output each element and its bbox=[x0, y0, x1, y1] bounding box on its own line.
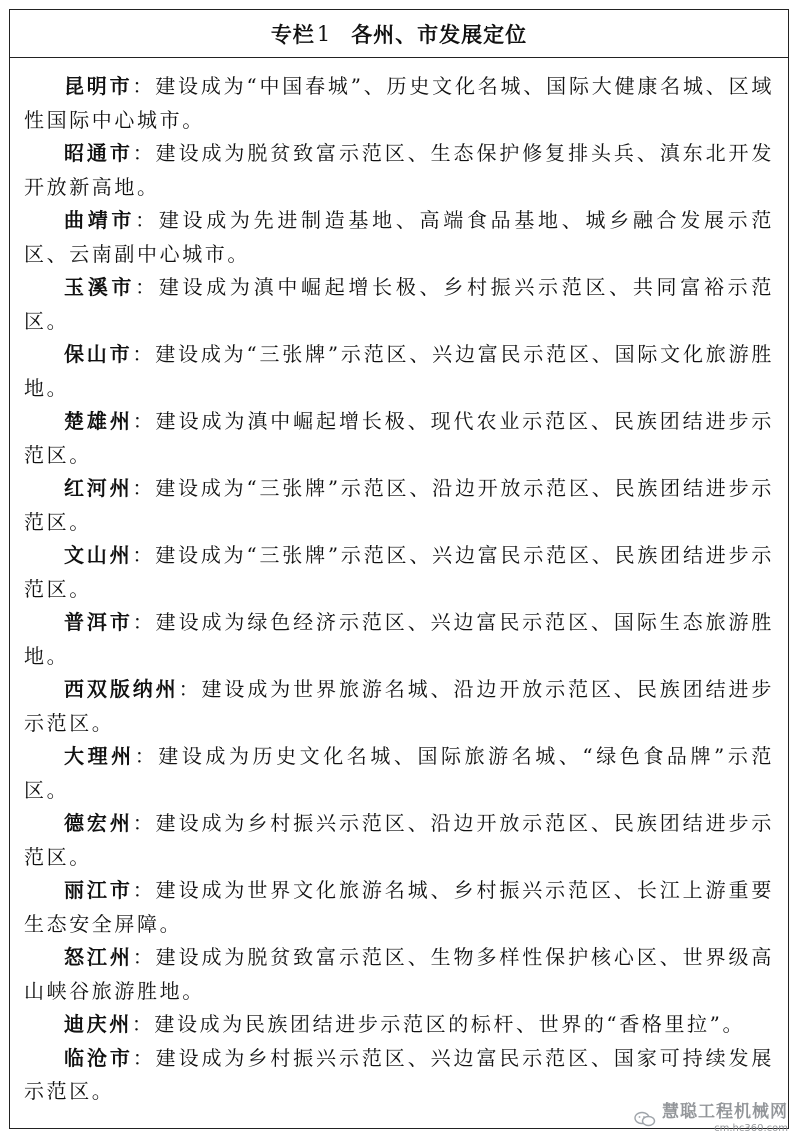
entry-sep: ： bbox=[132, 141, 156, 165]
entry-sep: ： bbox=[135, 275, 159, 299]
entry-text: 建设成为“三张牌”示范区、沿边开放示范区、民族团结进步示范区。 bbox=[24, 476, 774, 534]
entry-name: 玉溪市 bbox=[64, 275, 136, 299]
entry-sep: ： bbox=[132, 74, 156, 98]
title-text: 各州、市发展定位 bbox=[351, 22, 528, 47]
entry-text: 建设成为脱贫致富示范区、生物多样性保护核心区、世界级高山峡谷旅游胜地。 bbox=[24, 945, 774, 1003]
entry-sep: ： bbox=[132, 342, 156, 366]
entry-name: 楚雄州 bbox=[64, 409, 133, 433]
entry-chuxiong bbox=[24, 405, 774, 472]
entry-text: 建设成为“中国春城”、历史文化名城、国际大健康名城、区域性国际中心城市。 bbox=[24, 74, 774, 132]
entry-sep: ： bbox=[135, 208, 159, 232]
entry-name: 怒江州 bbox=[64, 945, 133, 969]
entry-dali bbox=[24, 740, 774, 807]
entry-name: 普洱市 bbox=[64, 610, 133, 634]
entry-name: 昭通市 bbox=[64, 141, 133, 165]
source-watermark bbox=[634, 1104, 788, 1134]
entry-sep: ： bbox=[132, 811, 156, 835]
entry-text: 建设成为“三张牌”示范区、兴边富民示范区、民族团结进步示范区。 bbox=[24, 543, 774, 601]
column-box bbox=[9, 9, 789, 1129]
watermark-text bbox=[662, 1104, 788, 1134]
entry-name: 西双版纳州 bbox=[64, 677, 179, 701]
entry-xishuangbanna bbox=[24, 673, 774, 740]
entry-wenshan bbox=[24, 539, 774, 606]
entry-text: 建设成为绿色经济示范区、兴边富民示范区、国际生态旅游胜地。 bbox=[24, 610, 774, 668]
entry-yuxi bbox=[24, 271, 774, 338]
entry-zhaotong bbox=[24, 137, 774, 204]
entry-diqing bbox=[24, 1008, 774, 1042]
entry-sep: ： bbox=[132, 878, 156, 902]
entry-name: 大理州 bbox=[64, 744, 135, 768]
entry-text: 建设成为“三张牌”示范区、兴边富民示范区、国际文化旅游胜地。 bbox=[24, 342, 774, 400]
watermark-url: cm.hc360.com bbox=[714, 1123, 788, 1134]
entry-name: 昆明市 bbox=[64, 74, 133, 98]
entry-sep: ： bbox=[132, 1045, 156, 1070]
entry-nujiang bbox=[24, 941, 774, 1008]
entry-name: 曲靖市 bbox=[64, 208, 136, 232]
entry-name: 临沧市 bbox=[64, 1045, 133, 1070]
entry-sep: ： bbox=[131, 1012, 155, 1036]
entry-name: 文山州 bbox=[64, 543, 133, 567]
box-body bbox=[10, 58, 788, 1109]
entry-honghe bbox=[24, 472, 774, 539]
title-prefix: 专栏 bbox=[270, 22, 315, 47]
box-header bbox=[10, 10, 788, 58]
watermark-brand: 慧聪工程机械网 bbox=[662, 1102, 788, 1122]
entry-text: 建设成为脱贫致富示范区、生态保护修复排头兵、滇东北开发开放新高地。 bbox=[24, 141, 774, 199]
entry-text: 建设成为滇中崛起增长极、乡村振兴示范区、共同富裕示范区。 bbox=[24, 275, 774, 333]
entry-dehong bbox=[24, 807, 774, 874]
entry-baoshan bbox=[24, 338, 774, 405]
entry-lincang bbox=[24, 1042, 774, 1109]
entry-sep: ： bbox=[178, 677, 202, 701]
wechat-icon bbox=[634, 1111, 656, 1127]
entry-text: 建设成为世界旅游名城、沿边开放示范区、民族团结进步示范区。 bbox=[24, 677, 775, 735]
entry-text: 建设成为先进制造基地、高端食品基地、城乡融合发展示范区、云南副中心城市。 bbox=[24, 208, 774, 266]
entry-name: 德宏州 bbox=[64, 811, 133, 835]
entry-puer bbox=[24, 606, 774, 673]
entry-name: 迪庆州 bbox=[64, 1012, 132, 1036]
entry-name: 丽江市 bbox=[64, 878, 133, 902]
entry-sep: ： bbox=[134, 744, 159, 768]
title-number: 1 bbox=[316, 21, 332, 46]
entry-sep: ： bbox=[132, 945, 156, 969]
entry-sep: ： bbox=[132, 543, 156, 567]
entry-text: 建设成为乡村振兴示范区、沿边开放示范区、民族团结进步示范区。 bbox=[24, 811, 774, 869]
entry-text: 建设成为民族团结进步示范区的标杆、世界的“香格里拉”。 bbox=[154, 1012, 746, 1036]
entry-lijiang bbox=[24, 874, 774, 941]
entry-sep: ： bbox=[132, 476, 156, 500]
entry-qujing bbox=[24, 204, 774, 271]
entry-name: 红河州 bbox=[64, 476, 133, 500]
entry-text: 建设成为历史文化名城、国际旅游名城、“绿色食品牌”示范区。 bbox=[24, 744, 774, 802]
entry-sep: ： bbox=[132, 409, 156, 433]
entry-text: 建设成为乡村振兴示范区、兴边富民示范区、国家可持续发展示范区。 bbox=[24, 1045, 774, 1103]
entry-kunming bbox=[24, 70, 774, 137]
entry-text: 建设成为滇中崛起增长极、现代农业示范区、民族团结进步示范区。 bbox=[24, 409, 774, 467]
entry-text: 建设成为世界文化旅游名城、乡村振兴示范区、长江上游重要生态安全屏障。 bbox=[24, 878, 774, 936]
entry-sep: ： bbox=[132, 610, 156, 634]
entry-name: 保山市 bbox=[64, 342, 133, 366]
